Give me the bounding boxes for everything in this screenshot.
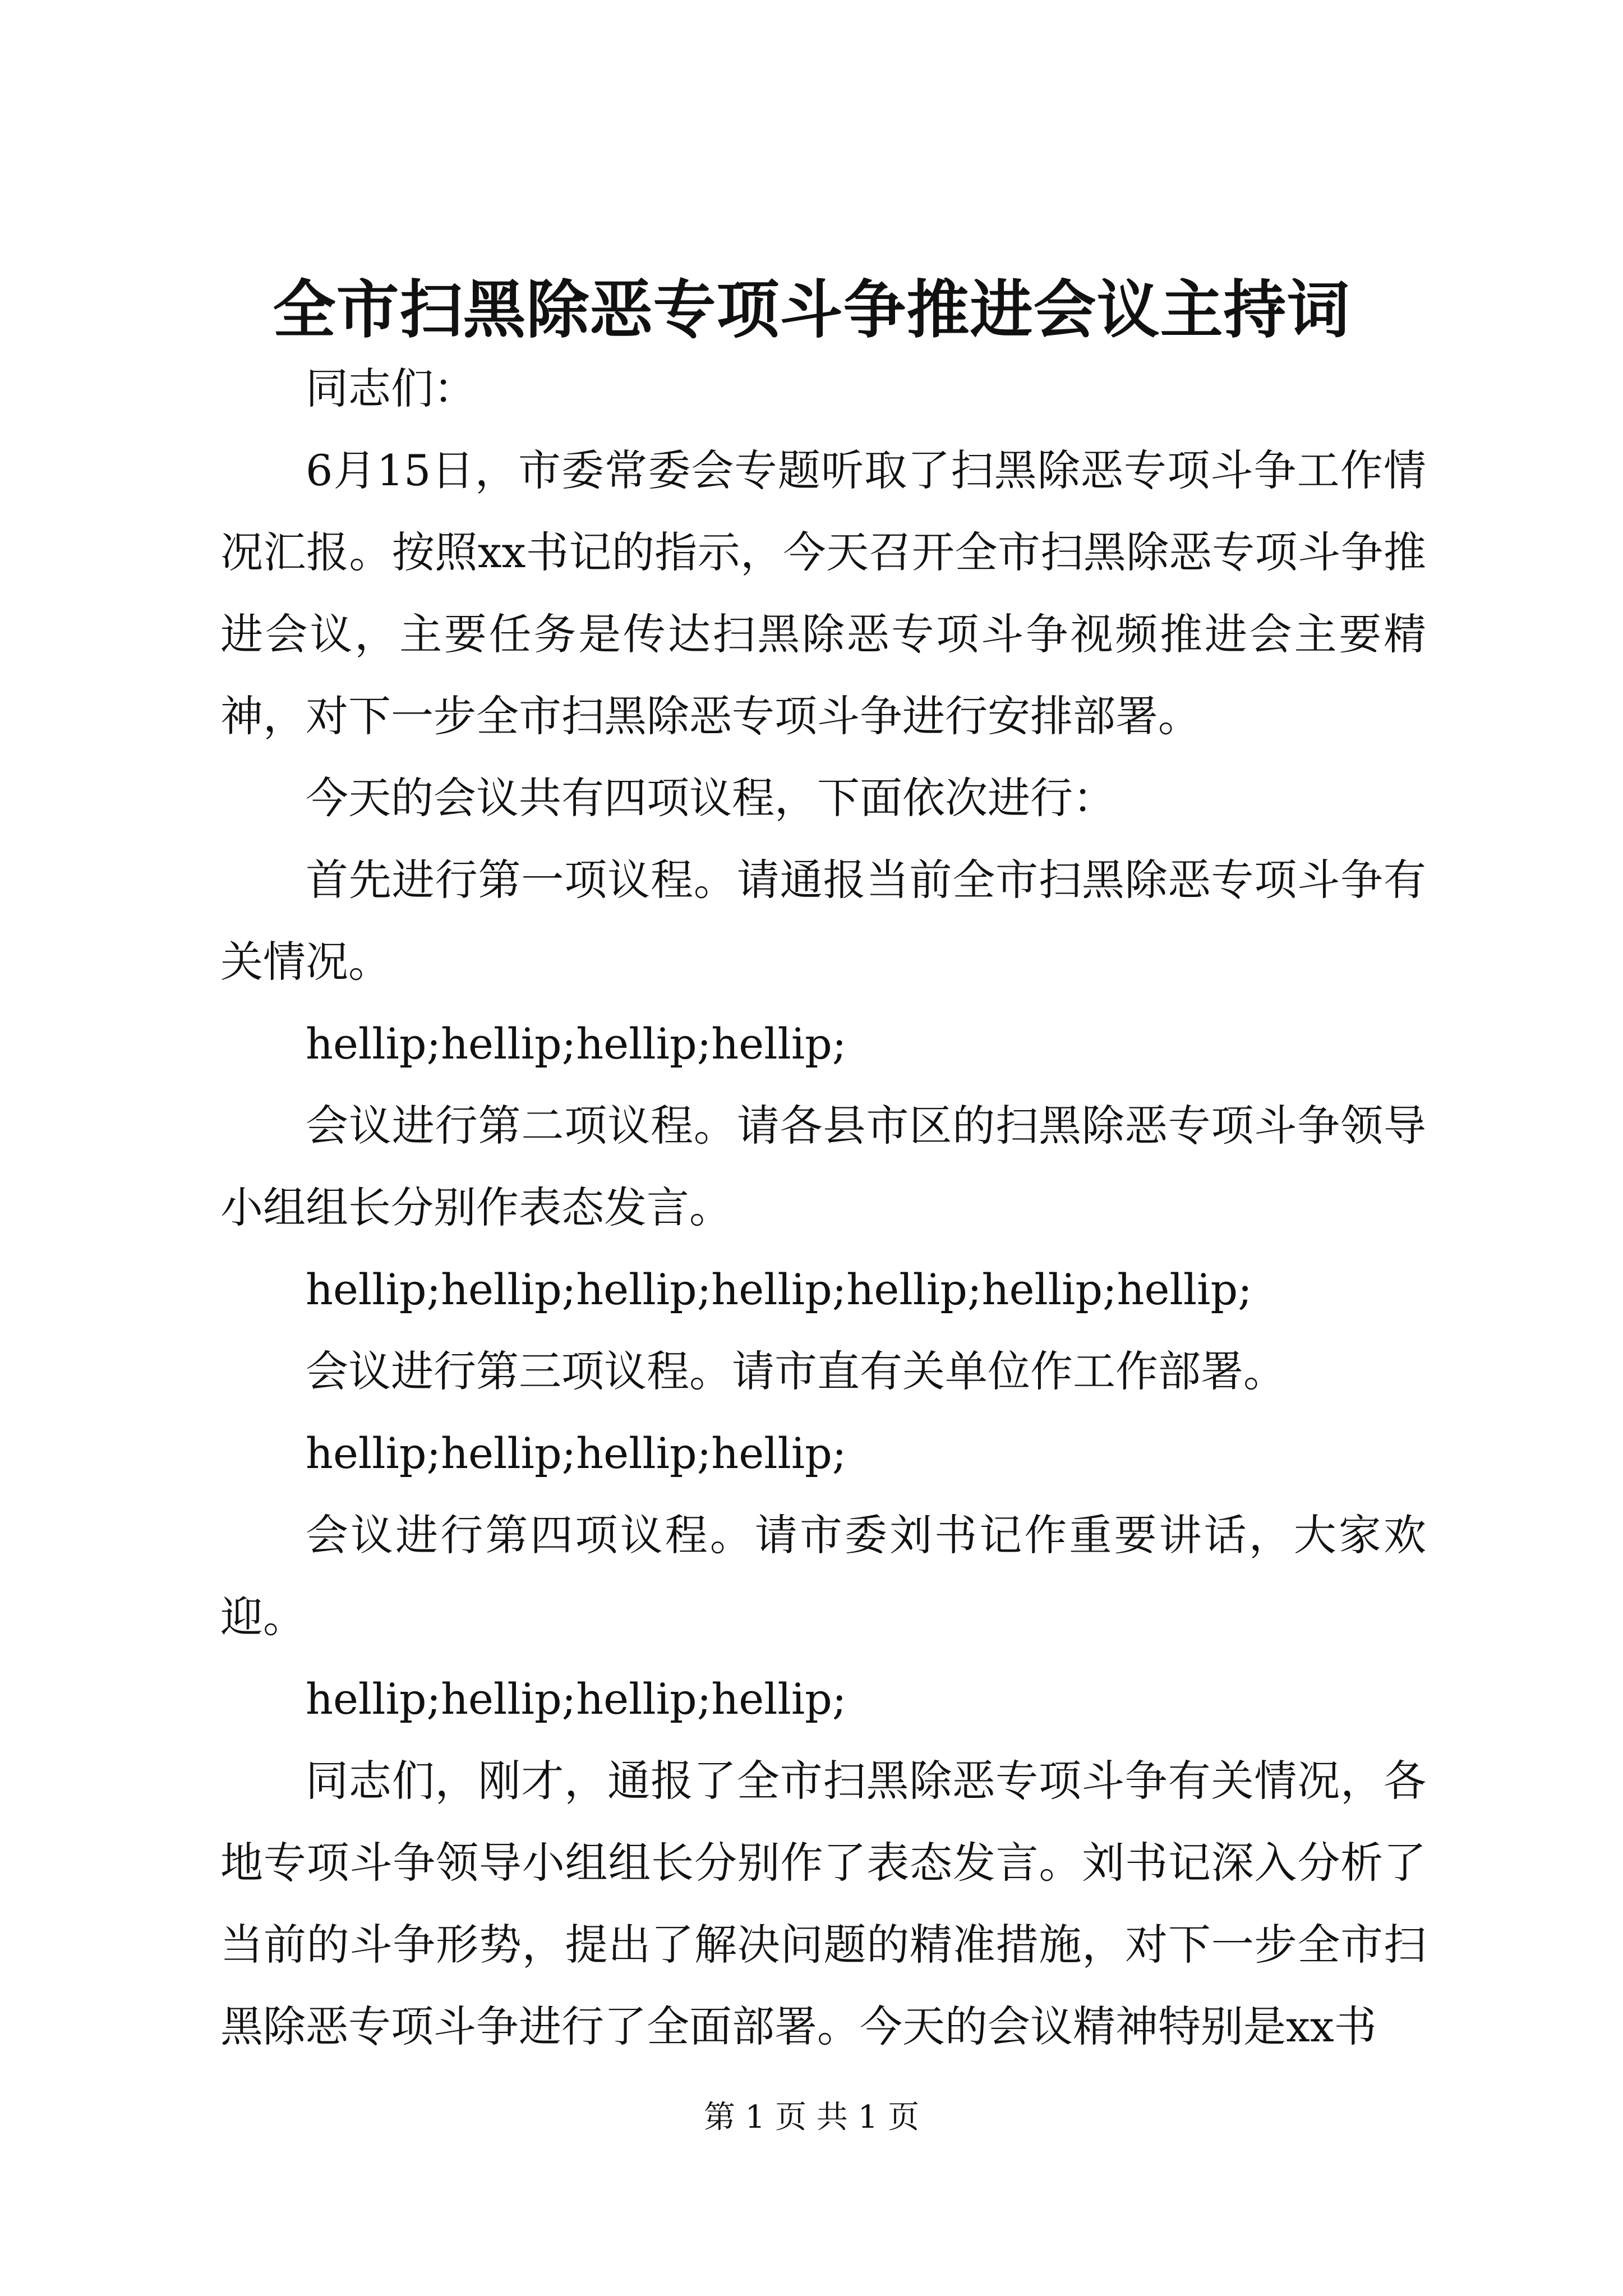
paragraph-ellipsis-1: hellip;hellip;hellip;hellip;	[306, 1019, 847, 1069]
paragraph-ellipsis-3: hellip;hellip;hellip;hellip;	[306, 1428, 847, 1478]
paragraph-agenda: 今天的会议共有四项议程，下面依次进行：	[306, 773, 1115, 823]
document-title: 全市扫黑除恶专项斗争推进会议主持词	[273, 273, 1350, 347]
document-body	[220, 348, 1426, 2068]
paragraph-item-1: 首先进行第一项议程。请通报当前全市扫黑除恶专项斗争有关情况。	[220, 855, 1426, 987]
paragraph-greeting: 同志们：	[306, 364, 476, 413]
paragraph-item-4: 会议进行第四项议程。请市委刘书记作重要讲话，大家欢迎。	[220, 1510, 1426, 1642]
paragraph-ellipsis-4: hellip;hellip;hellip;hellip;	[306, 1674, 847, 1724]
paragraph-summary: 同志们，刚才，通报了全市扫黑除恶专项斗争有关情况，各地专项斗争领导小组组长分别作了表态发言。刘书记深入分析了当前的斗争形势，提出了解决问题的精准措施，对下一步全市扫黑除恶专项斗争进行了全面部署。今天的会议精神特别是xx书	[220, 1756, 1426, 2051]
paragraph-item-2: 会议进行第二项议程。请各县市区的扫黑除恶专项斗争领导小组组长分别作表态发言。	[220, 1101, 1426, 1232]
paragraph-intro: 6月15日，市委常委会专题听取了扫黑除恶专项斗争工作情况汇报。按照xx书记的指示，今天召开全市扫黑除恶专项斗争推进会议，主要任务是传达扫黑除恶专项斗争视频推进会主要精神，对下一步全市扫黑除恶专项斗争进行安排部署。	[220, 445, 1426, 741]
paragraph-ellipsis-2: hellip;hellip;hellip;hellip;hellip;hellip;hellip;	[306, 1264, 1252, 1314]
paragraph-item-3: 会议进行第三项议程。请市直有关单位作工作部署。	[306, 1346, 1286, 1396]
page-footer: 第 1 页 共 1 页	[703, 2099, 920, 2136]
